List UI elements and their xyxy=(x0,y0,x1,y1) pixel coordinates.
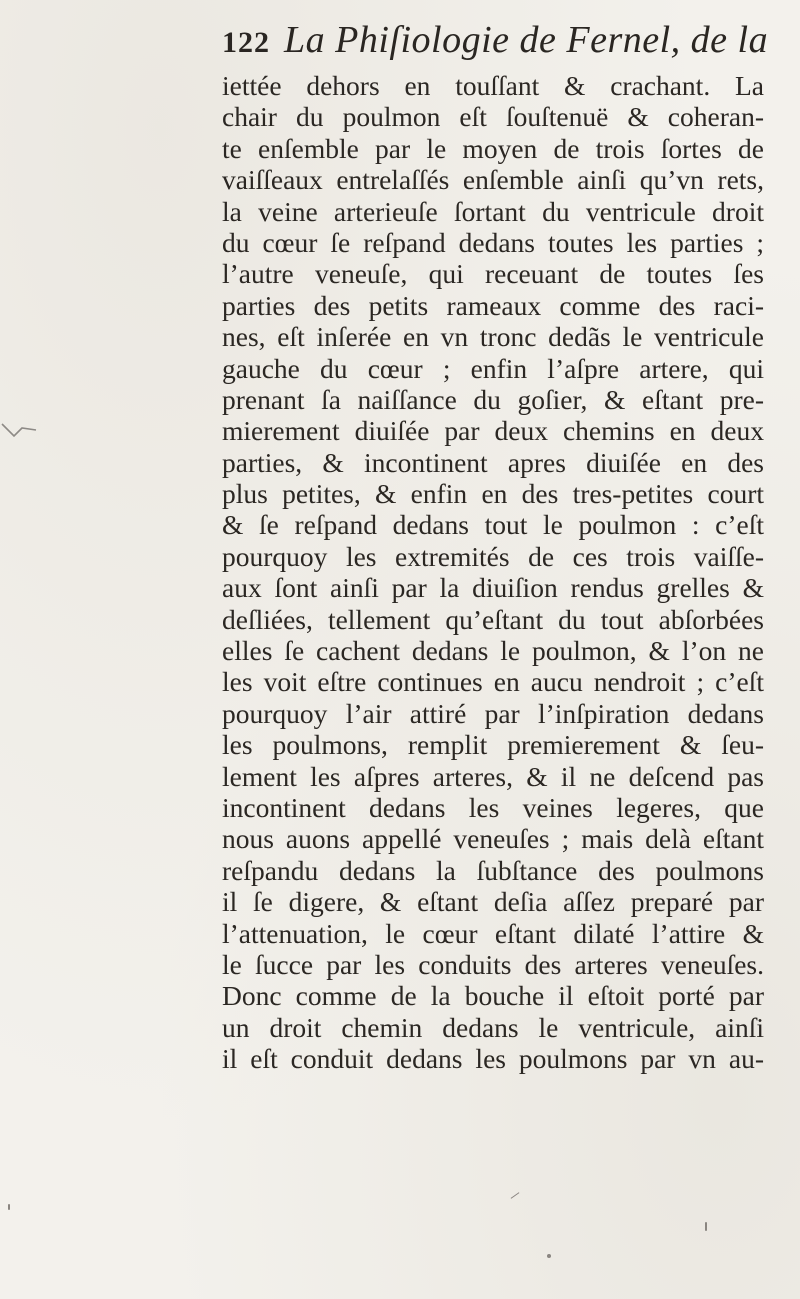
text-line: plus petites, & enfin en des tres-petites court xyxy=(222,478,764,510)
body-text xyxy=(222,70,764,1075)
text-line: parties des petits rameaux comme des raci- xyxy=(222,289,764,321)
text-line: Donc comme de la bouche il eſtoit porté par xyxy=(222,980,764,1012)
text-line: elles ſe cachent dedans le poulmon, & l’on ne xyxy=(222,635,764,667)
ink-speck xyxy=(705,1222,707,1231)
text-line: nous auons appellé veneuſes ; mais delà eſtant xyxy=(222,823,764,855)
text-line: nes, eſt inſerée en vn tronc dedãs le ventricule xyxy=(222,321,764,353)
text-line: les voit eſtre continues en aucu nendroit ; c’eſt xyxy=(222,666,764,698)
text-line: les poulmons, remplit premierement & ſeu- xyxy=(222,729,764,761)
text-line: chair du poulmon eſt ſouſtenuë & coheran- xyxy=(222,101,764,133)
running-title: La Phiſiologie de Fernel, de la xyxy=(284,19,769,61)
text-line: gauche du cœur ; enfin l’aſpre artere, qui xyxy=(222,352,764,384)
margin-mark-icon xyxy=(0,418,38,440)
text-line: lement les aſpres arteres, & il ne deſcend pas xyxy=(222,760,764,792)
text-line: du cœur ſe reſpand dedans toutes les parties ; xyxy=(222,226,764,258)
text-line: l’attenuation, le cœur eſtant dilaté l’attire & xyxy=(222,917,764,949)
text-line: aux ſont ainſi par la diuiſion rendus grelles & xyxy=(222,572,764,604)
text-line: incontinent dedans les veines legeres, que xyxy=(222,791,764,823)
text-line: reſpandu dedans la ſubſtance des poulmons xyxy=(222,854,764,886)
text-line: il ſe digere, & eſtant deſia aſſez preparé par xyxy=(222,886,764,918)
text-line: il eſt conduit dedans les poulmons par vn au- xyxy=(222,1043,764,1075)
text-line: prenant ſa naiſſance du goſier, & eſtant pre- xyxy=(222,383,764,415)
page-number: 122 xyxy=(222,26,270,59)
ink-speck xyxy=(8,1204,10,1210)
ink-speck xyxy=(547,1254,551,1258)
text-line: le ſucce par les conduits des arteres veneuſes. xyxy=(222,948,764,980)
text-line: vaiſſeaux entrelaſſés enſemble ainſi qu’vn rets, xyxy=(222,164,764,196)
text-line: un droit chemin dedans le ventricule, ainſi xyxy=(222,1011,764,1043)
text-line: & ſe reſpand dedans tout le poulmon : c’eſt xyxy=(222,509,764,541)
text-line: pourquoy l’air attiré par l’inſpiration dedans xyxy=(222,697,764,729)
text-line: deſliées, tellement qu’eſtant du tout abſorbées xyxy=(222,603,764,635)
text-line: pourquoy les extremités de ces trois vaiſſe- xyxy=(222,540,764,572)
text-line: iettée dehors en touſſant & crachant. La xyxy=(222,70,764,101)
text-line: parties, & incontinent apres diuiſée en des xyxy=(222,446,764,478)
text-line: mierement diuiſée par deux chemins en deux xyxy=(222,415,764,447)
ink-speck xyxy=(511,1192,520,1199)
text-line: l’autre veneuſe, qui receuant de toutes ſes xyxy=(222,258,764,290)
text-line: la veine arterieuſe ſortant du ventricule droit xyxy=(222,195,764,227)
text-line: te enſemble par le moyen de trois ſortes de xyxy=(222,132,764,164)
running-header xyxy=(222,18,768,68)
